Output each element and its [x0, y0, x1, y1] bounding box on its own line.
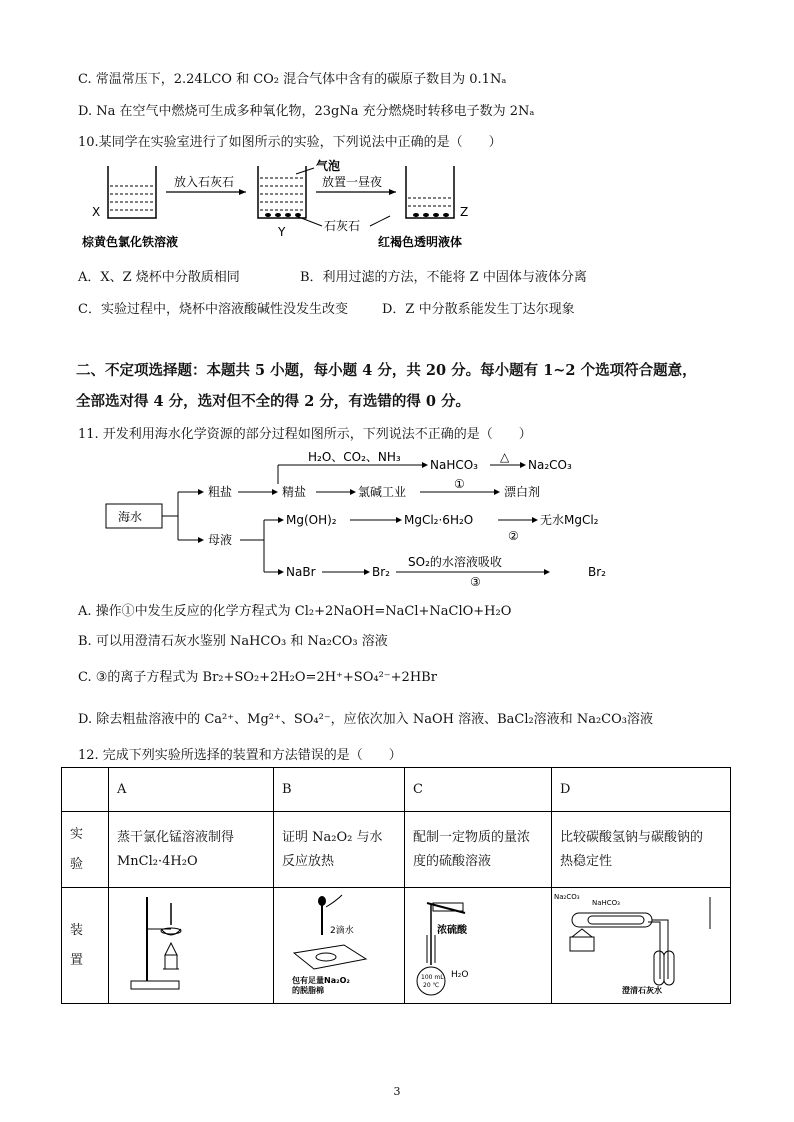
- q10-stem: 10.某同学在实验室进行了如图所示的实验，下列说法中正确的是（ ）: [78, 135, 502, 150]
- step1-label: 放入石灰石: [174, 175, 235, 189]
- fig-c-water-label: H₂O: [451, 969, 469, 980]
- beaker-x: [108, 166, 156, 218]
- beaker-y: [258, 166, 306, 218]
- section2-heading-line1: 二、不定项选择题：本题共 5 小题，每小题 4 分，共 20 分。每小题有 1~2 个选项符合题意，: [76, 362, 697, 379]
- flow-refined-salt: 精盐: [282, 485, 307, 499]
- fig-c-flask-vol: 100 mL: [421, 973, 444, 981]
- flow-crude-salt: 粗盐: [208, 485, 233, 499]
- q11-option-a: A. 操作①中发生反应的化学方程式为 Cl₂+2NaOH=NaCl+NaClO+H₂O: [78, 604, 512, 619]
- flow-bleach: 漂白剂: [504, 485, 541, 499]
- exp-c-line2: 度的硫酸溶液: [413, 853, 492, 869]
- right-caption: 红褐色透明液体: [378, 235, 463, 249]
- q10-option-a: A．X、Z 烧杯中分散质相同: [78, 270, 240, 285]
- exp-d-line2: 热稳定性: [560, 853, 613, 869]
- exp-c-line1: 配制一定物质的量浓: [413, 829, 531, 845]
- label-z: Z: [460, 205, 469, 219]
- flow-nabr: NaBr: [286, 565, 316, 579]
- fig-c-flask-temp: 20 ℃: [423, 981, 440, 989]
- flow-step2: ②: [508, 529, 519, 543]
- exp-b-line2: 反应放热: [282, 853, 335, 869]
- left-caption: 棕黄色氯化铁溶液: [82, 235, 179, 249]
- q11-stem: 11. 开发利用海水化学资源的部分过程如图所示，下列说法不正确的是（ ）: [78, 427, 532, 442]
- flow-seawater: 海水: [118, 510, 143, 524]
- apparatus-a-evaporation: [109, 889, 259, 999]
- q10-option-c: C．实验过程中，烧杯中溶液酸碱性没发生改变: [78, 302, 348, 317]
- fig-b-cotton-line2: 的脱脂棉: [292, 985, 324, 995]
- row-label-exp-1: 实: [70, 826, 84, 842]
- flow-step1: ①: [454, 477, 465, 491]
- fig-d-limewater: 澄清石灰水: [622, 985, 662, 995]
- label-x: X: [92, 205, 101, 219]
- stone-label: 石灰石: [324, 219, 361, 233]
- beaker-z: [406, 166, 454, 218]
- flow-chlor-alkali: 氯碱工业: [358, 485, 407, 499]
- fig-d-na2co3: Na₂CO₃: [554, 892, 580, 901]
- exp-b-line1: 证明 Na₂O₂ 与水: [282, 829, 383, 845]
- q11-option-b: B. 可以用澄清石灰水鉴别 NaHCO₃ 和 Na₂CO₃ 溶液: [78, 634, 388, 649]
- flow-reagents: H₂O、CO₂、NH₃: [308, 450, 401, 464]
- exp-d-line1: 比较碳酸氢钠与碳酸钠的: [560, 829, 704, 845]
- apparatus-d-thermal: [552, 889, 722, 999]
- flow-mother-liquor: 母液: [208, 533, 233, 547]
- header-b: B: [274, 768, 405, 812]
- table-row-apparatus: [62, 888, 731, 1004]
- flow-anhydrous-mgcl2: 无水MgCl₂: [540, 513, 599, 527]
- header-a: A: [109, 768, 274, 812]
- q12-table: [61, 767, 731, 1004]
- row-label-app-1: 装: [70, 922, 84, 938]
- q11-flowchart: [100, 448, 630, 586]
- flow-heat: △: [500, 450, 510, 464]
- table-header-row: [62, 768, 731, 812]
- q10-option-d: D．Z 中分散系能发生丁达尔现象: [382, 302, 575, 317]
- flow-so2-absorb: SO₂的水溶液吸收: [408, 555, 502, 569]
- row-label-app-2: 置: [70, 952, 84, 968]
- fig-b-cotton-line1: 包有足量Na₂O₂: [292, 975, 350, 985]
- flow-br2-a: Br₂: [372, 565, 390, 579]
- header-d: D: [552, 768, 731, 812]
- q11-option-c: C. ③的离子方程式为 Br₂+SO₂+2H₂O=2H⁺+SO₄²⁻+2HBr: [78, 670, 437, 685]
- q9-option-d: D. Na 在空气中燃烧可生成多种氧化物，23gNa 充分燃烧时转移电子数为 2Nₐ: [78, 104, 535, 119]
- q9-option-c: C. 常温常压下，2.24LCO 和 CO₂ 混合气体中含有的碳原子数目为 0.1Nₐ: [78, 72, 507, 87]
- exp-a-line1: 蒸干氯化锰溶液制得: [117, 829, 235, 845]
- q10-figure: [78, 158, 518, 254]
- flow-mgoh2: Mg(OH)₂: [286, 513, 337, 527]
- step2-label: 放置一昼夜: [322, 175, 383, 189]
- exp-a-line2: MnCl₂·4H₂O: [117, 853, 198, 869]
- page-number: 3: [393, 1085, 401, 1098]
- flow-nahco3: NaHCO₃: [430, 458, 478, 472]
- bubble-label: 气泡: [316, 159, 341, 173]
- q11-option-d: D. 除去粗盐溶液中的 Ca²⁺、Mg²⁺、SO₄²⁻，应依次加入 NaOH 溶液、BaCl₂溶液和 Na₂CO₃溶液: [78, 712, 653, 727]
- fig-c-acid-label: 浓硫酸: [437, 924, 467, 936]
- apparatus-c-volumetric: [405, 889, 535, 999]
- section2-heading-line2: 全部选对得 4 分，选对但不全的得 2 分，有选错的得 0 分。: [76, 393, 471, 410]
- row-label-exp-2: 验: [70, 856, 84, 872]
- q10-option-b: B．利用过滤的方法，不能将 Z 中固体与液体分离: [300, 270, 587, 285]
- table-row-experiment: [62, 812, 731, 888]
- apparatus-b-na2o2: [274, 889, 388, 999]
- flow-br2-b: Br₂: [588, 565, 606, 579]
- flow-mgcl2-hydrate: MgCl₂·6H₂O: [404, 513, 474, 527]
- label-y: Y: [278, 225, 286, 239]
- fig-b-drop-label: 2滴水: [330, 925, 354, 936]
- flow-step3: ③: [470, 575, 481, 586]
- q12-stem: 12. 完成下列实验所选择的装置和方法错误的是（ ）: [78, 748, 402, 763]
- flow-na2co3: Na₂CO₃: [528, 458, 572, 472]
- fig-d-nahco3: NaHCO₃: [592, 898, 620, 907]
- header-c: C: [405, 768, 552, 812]
